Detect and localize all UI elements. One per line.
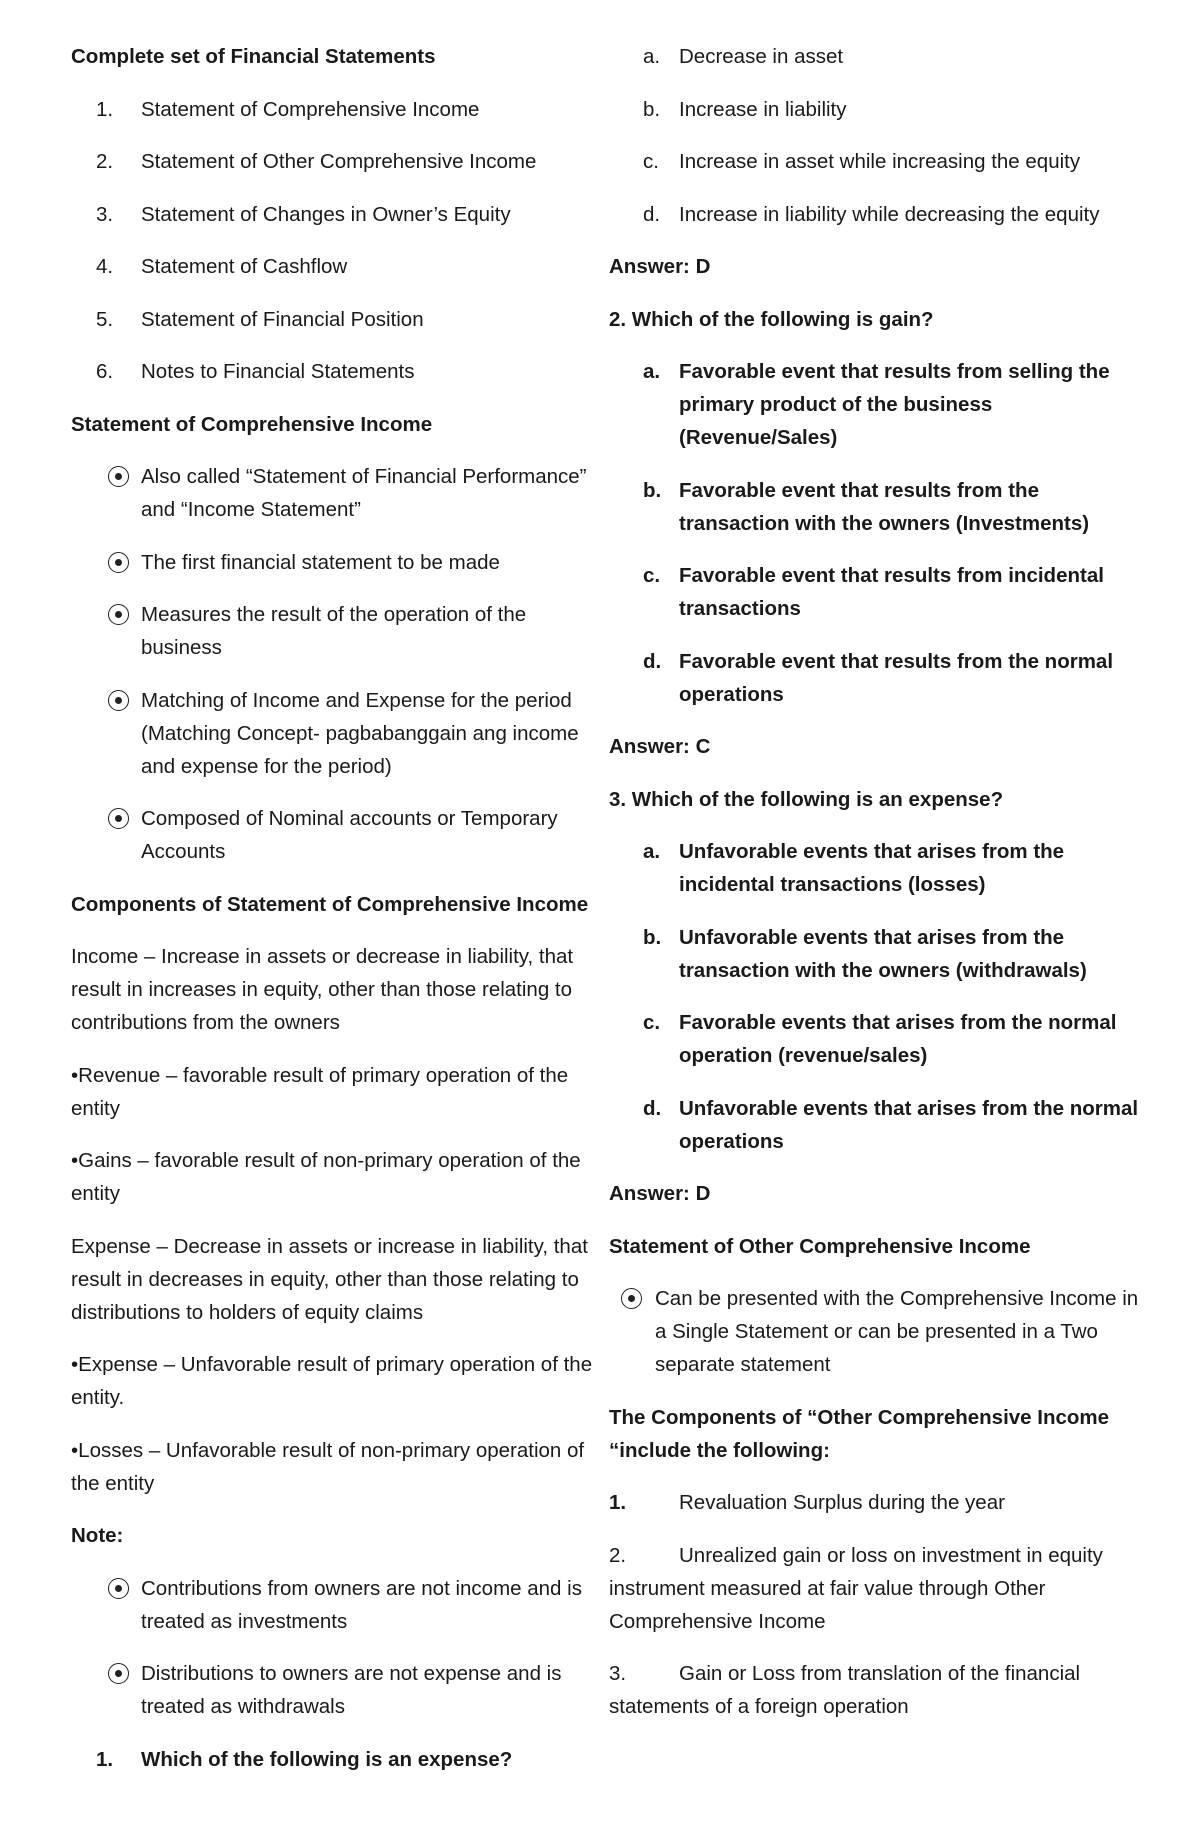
expense-definition: Expense – Decrease in assets or increase in liability, that result in decreases in equity, other than those relating to distributions to holders of equity claims (71, 1234, 588, 1324)
circle-bullet-icon (108, 690, 129, 711)
heading-soci: Statement of Other Comprehensive Income (609, 1234, 1031, 1258)
circle-bullet-icon (108, 1578, 129, 1599)
option-item: a. Favorable event that results from selling the primary product of the business (Revenue/Sales) (643, 360, 1110, 449)
sci-points (71, 460, 596, 868)
circle-bullet-icon (108, 1663, 129, 1684)
list-item: 5. Statement of Financial Position (96, 307, 424, 331)
option-item: d. Favorable event that results from the normal operations (643, 649, 1114, 706)
option-item: c. Increase in asset while increasing the equity (643, 150, 1081, 173)
question-1: 1. Which of the following is an expense? (96, 1747, 513, 1771)
list-item: 2. Statement of Other Comprehensive Income (96, 150, 537, 173)
q1-answer: Answer: D (609, 255, 711, 278)
list-item: 3. Gain or Loss from translation of the financial statements of a foreign operation (609, 1662, 1081, 1718)
bullet-item: Matching of Income and Expense for the period (Matching Concept- pagbabanggain ang income and expense for the period) (71, 684, 596, 783)
option-item: c. Favorable events that arises from the normal operation (revenue/sales) (643, 1011, 1117, 1067)
oci-items (609, 1486, 1149, 1723)
bullet-item: The first financial statement to be made (71, 546, 596, 579)
q2-answer: Answer: C (609, 735, 711, 758)
bullet-item: Can be presented with the Comprehensive Income in a Single Statement or can be presented in a Two separate statement (609, 1282, 1149, 1381)
q1-options (609, 40, 1149, 231)
bullet-item: Measures the result of the operation of the business (71, 598, 596, 664)
heading-components: Components of Statement of Comprehensive Income (71, 892, 589, 916)
option-item: b. Increase in liability (643, 97, 847, 121)
circle-bullet-icon (108, 604, 129, 625)
option-item: d. Unfavorable events that arises from the normal operations (643, 1096, 1139, 1153)
note-label: Note: (71, 1524, 124, 1547)
option-item: c. Favorable event that results from incidental transactions (643, 564, 1104, 620)
expense-item: •Expense – Unfavorable result of primary operation of the entity. (71, 1353, 593, 1409)
bullet-item: Contributions from owners are not income and is treated as investments (71, 1572, 596, 1638)
list-item: 4. Statement of Cashflow (96, 255, 348, 278)
bullet-item: Distributions to owners are not expense and is treated as withdrawals (71, 1657, 596, 1723)
list-item: 6. Notes to Financial Statements (96, 360, 415, 383)
option-item: b. Unfavorable events that arises from the transaction with the owners (withdrawals) (643, 925, 1087, 982)
revenue-definition: •Revenue – favorable result of primary operation of the entity (71, 1063, 569, 1120)
circle-bullet-icon (621, 1288, 642, 1309)
list-item: 1. Statement of Comprehensive Income (96, 97, 480, 121)
circle-bullet-icon (108, 552, 129, 573)
q2-options (609, 355, 1149, 711)
option-item: d. Increase in liability while decreasing the equity (643, 202, 1100, 226)
circle-bullet-icon (108, 808, 129, 829)
notes-list (71, 1572, 596, 1724)
option-item: a. Decrease in asset (643, 45, 844, 68)
list-item: 1. Revaluation Surplus during the year (609, 1491, 1005, 1514)
statements-list (71, 93, 596, 389)
gains-definition: •Gains – favorable result of non-primary operation of the entity (71, 1149, 581, 1205)
heading-complete-set: Complete set of Financial Statements (71, 45, 436, 68)
income-definition: Income – Increase in assets or decrease in liability, that result in increases in equity, other than those relating to contributions from the owners (71, 945, 574, 1034)
q3-answer: Answer: D (609, 1182, 711, 1205)
heading-oci-components: The Components of “Other Comprehensive Income “include the following: (609, 1405, 1110, 1462)
option-item: b. Favorable event that results from the transaction with the owners (Investments) (643, 478, 1090, 535)
bullet-item: Composed of Nominal accounts or Temporary Accounts (71, 802, 596, 868)
question-2: 2. Which of the following is gain? (609, 307, 934, 331)
bullet-item: Also called “Statement of Financial Performance” and “Income Statement” (71, 460, 596, 526)
list-item: 2. Unrealized gain or loss on investment in equity instrument measured at fair value through Other Comprehensive Income (609, 1543, 1103, 1633)
left-column (71, 40, 596, 1795)
right-column (609, 40, 1149, 1743)
question-3: 3. Which of the following is an expense? (609, 787, 1004, 811)
heading-sci: Statement of Comprehensive Income (71, 412, 433, 436)
list-item: 3. Statement of Changes in Owner’s Equity (96, 202, 511, 226)
option-item: a. Unfavorable events that arises from the incidental transactions (losses) (643, 840, 1065, 896)
q3-options (609, 835, 1149, 1158)
circle-bullet-icon (108, 466, 129, 487)
losses-item: •Losses – Unfavorable result of non-primary operation of the entity (71, 1438, 585, 1495)
